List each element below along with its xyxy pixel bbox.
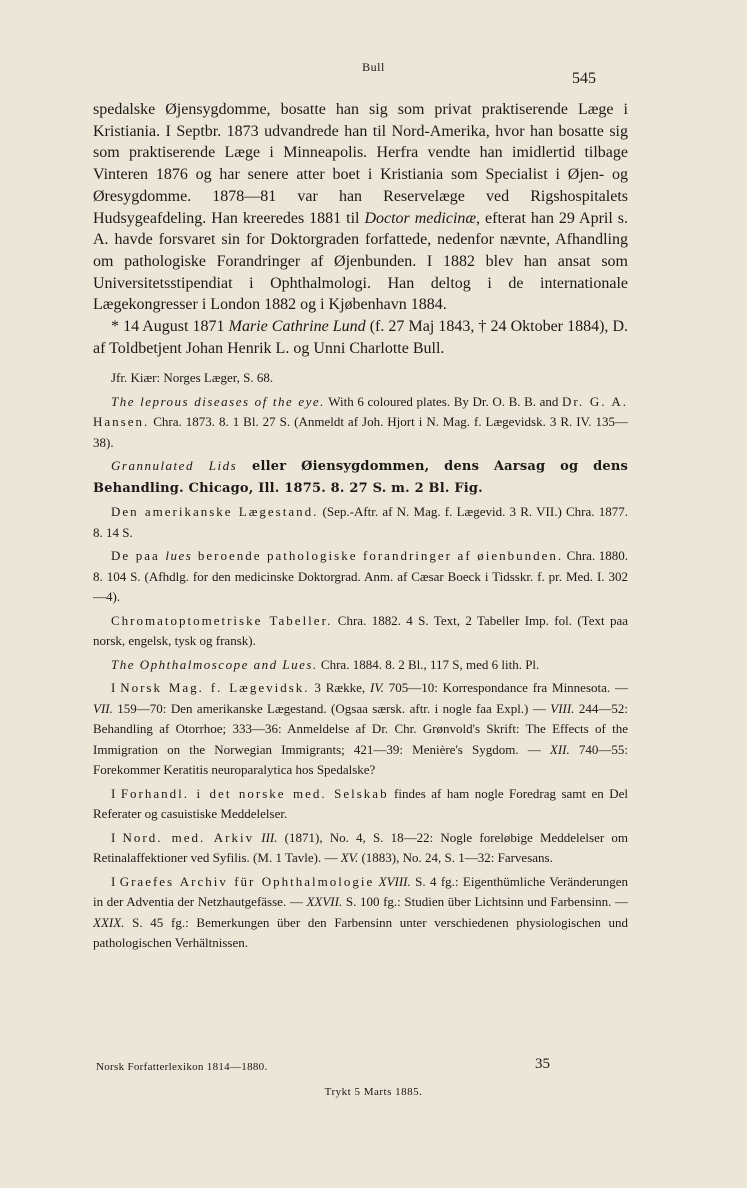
bib-title: The Ophthalmoscope and Lues. [111,656,318,672]
volume-number: XXVII. [306,894,343,910]
volume-number: VII. [93,700,113,716]
text-run: Chra. 1880. 8. 104 S. (Afhdlg. for den medicinske Doktorgrad. Anm. af Cæsar Boeck i Tidsskr. f. pr. Med. I. 302—4). [93,548,629,605]
bib-title: Grannulated Lids [111,458,238,474]
journal-name: Norsk Mag. f. Lægevidsk. [120,680,310,696]
bib-entry-3 [93,502,628,543]
volume-number: XV. [340,850,359,866]
bib-entry-6 [93,655,628,676]
bib-entry-10 [93,872,628,954]
bib-title-italic: lues [165,548,193,564]
page-body [93,99,628,954]
text-run: Chra. 1873. 8. 1 Bl. 27 S. (Anmeldt af Joh. Hjort i N. Mag. f. Lægevidsk. 3 R. IV. 135—38). [93,414,628,450]
text-run: I [111,873,120,889]
journal-name: Graefes Archiv für Ophthalmologie [119,873,375,889]
text-run: 740—55: Forekommer Keratitis neuroparalytica hos Spedalske? [93,741,628,778]
bib-entry-5 [93,611,628,652]
footer-source: Norsk Forfatterlexikon 1814—1880. [96,1061,268,1073]
text-run: (Sep.-Aftr. af N. Mag. f. Lægevid. 3 R. VII.) Chra. 1877. 8. 14 S. [93,504,628,540]
journal-name: Nord. med. Arkiv [122,829,255,845]
bib-entry-8 [93,784,628,825]
text-run: S. 100 fg.: Studien über Lichtsinn und Farbensinn. — [342,894,628,910]
biography-paragraph [93,99,628,316]
text-run: (1871), No. 4, S. 18—22: Nogle foreløbige Meddelelser om Retinalaffektioner ved Syfilis. (M. 1 Tavle). — [93,829,628,866]
coauthor-name: Dr. G. A. Hansen. [93,393,628,430]
text-run: I [111,829,123,845]
running-head: Bull [362,60,385,74]
bib-title: beroende pathologiske forandringer af øienbunden. [192,548,564,564]
text-run: S. 45 fg.: Bemerkungen über den Farbensinn unter verschiedenen physiologischen und pathologischen Verhältnissen. [93,914,628,951]
text-run: spedalske Øjensygdomme, bosatte han sig som privat praktiserende Læge i Kristiania. I Septbr. 1873 udvandrede han til Nord-Amerika, hvor han bosatte sig som praktiserende Læge i Minneapolis. Herfra vendte han imidlertid tilbage Vinteren 1876 og har senere atter boet i Kristiania som Specialist i Øjen- og Øresygdomme. 1878—81 var han Reservelæge ved Rigshospitalets Hudsygeafdeling. Han kreeredes 1881 til [93,101,628,227]
bib-entry-1 [93,392,628,454]
text-run: 159—70: Den amerikanske Lægestand. (Ogsaa særsk. aftr. i nogle faa Expl.) — [112,700,551,716]
volume-number: XXIX. [93,914,125,930]
bib-title: Chromatoptometriske Tabeller. [111,612,333,628]
text-run: eller Øiensygdommen, dens Aarsag og dens Behandling. Chicago, Ill. 1875. 8. 27 S. m. 2 Bl. Fig. [93,459,629,496]
italic-term: Doctor medicinæ, [364,209,481,227]
bib-entry-2 [93,456,628,499]
text-run: 705—10: Korrespondance fra Minnesota. — [383,680,628,696]
text-run: efterat han 29 April s. A. havde forsvaret sin for Doktorgraden forfattede, nedenfor nævnte, Afhandling om pathologiske Forandringer af Øjenbunden. I 1882 blev han ansat som Universitetsstipendiat i Ophthalmologi. Han deltog i de internationale Lægekongresser i London 1882 og i Kjøbenhavn 1884. [93,209,628,314]
bib-entry-4 [93,546,628,608]
bib-title: De paa [111,548,166,564]
spouse-name: Marie Cathrine Lund [228,318,366,336]
text-run: 3 Række, [309,680,370,696]
text-run: (1883), No. 24, S. 1—32: Farvesans. [358,850,553,866]
marriage-paragraph [93,316,628,359]
text-run: findes af ham nogle Foredrag samt en Del Referater og casuistiske Meddelelser. [93,785,628,822]
bib-title: Den amerikanske Lægestand. [111,504,319,520]
jfr-reference: Jfr. Kiær: Norges Læger, S. 68. [111,370,274,386]
volume-number: III. [261,829,278,845]
sheet-number: 35 [535,1056,550,1072]
text-run: (f. 27 Maj 1843, † 24 Oktober 1884), D. af Toldbetjent Johan Henrik L. og Unni Charlotte Bull. [93,318,629,357]
text-run: I [111,680,121,696]
text-run: * 14 August 1871 [111,318,229,336]
text-run: Chra. 1884. 8. 2 Bl., 117 S, med 6 lith. Pl. [317,656,540,672]
text-run: S. 4 fg.: Eigenthümliche Veränderungen in der Adventia der Netzhautgefässe. — [93,873,629,910]
bib-entry-7 [93,678,628,781]
text-run: Chra. 1882. 4 S. Text, 2 Tabeller Imp. fol. (Text paa norsk, engelsk, tysk og fransk). [93,612,628,649]
volume-number: VIII. [550,700,575,716]
journal-name: Forhandl. i det norske med. Selskab [120,785,389,801]
volume-number: XVIII. [378,873,411,889]
volume-number: IV. [369,680,384,696]
text-run: With 6 coloured plates. By Dr. O. B. B. and [324,393,562,409]
volume-number: XII. [549,741,570,757]
bib-title: The leprous diseases of the eye. [111,393,325,409]
text-run: 244—52: Behandling af Otorrhoe; 333—36: Anmeldelse af Dr. Chr. Grønvold's Skrift: The Effects of the Immigration on the Norwegian Immigrants; 421—39: Menière's Sygdom. — [93,700,628,757]
page-number: 545 [572,70,596,87]
text-run: I [111,785,121,801]
print-date: Trykt 5 Marts 1885. [324,1086,423,1098]
bib-entry-9 [93,828,628,869]
